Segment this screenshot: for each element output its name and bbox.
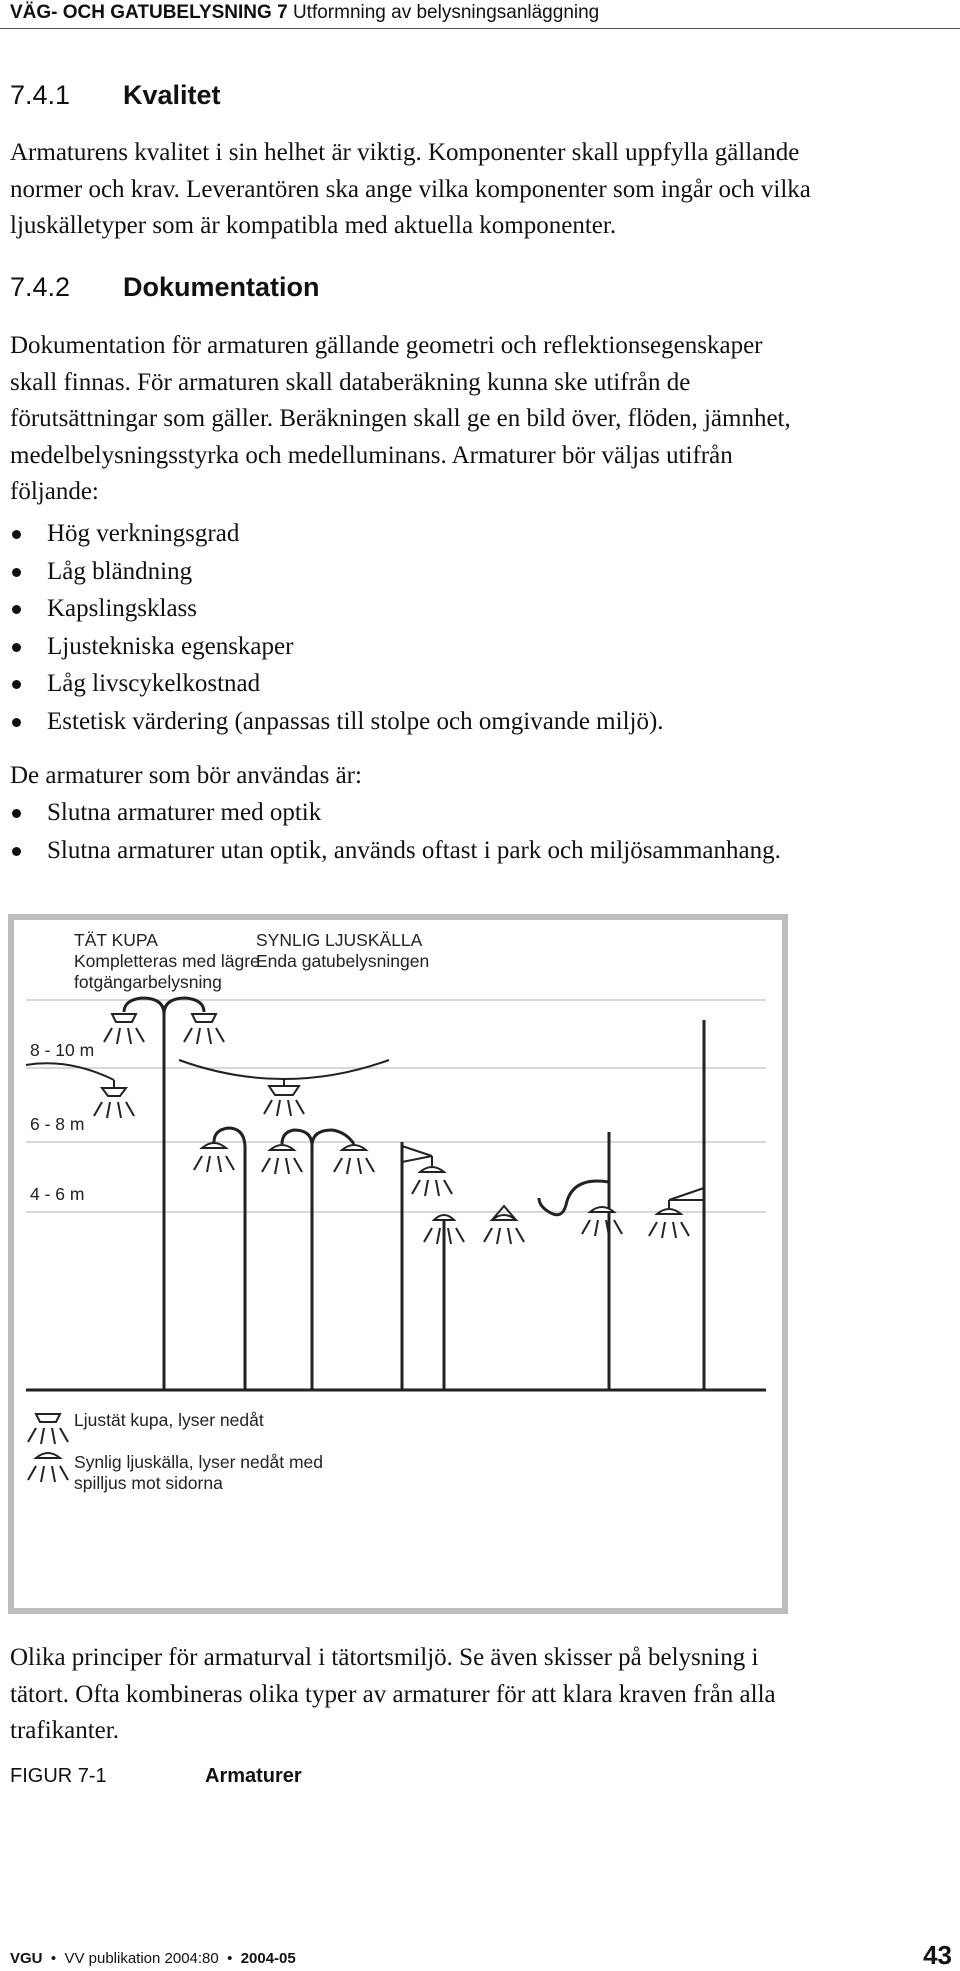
pole-double-arm-dense-dome (104, 998, 224, 1390)
wall-bracket-luminaire (649, 1020, 704, 1390)
suspended-luminaire-left (94, 1080, 134, 1118)
page-number: 43 (923, 1940, 952, 1970)
text-line: ljuskälletyper som är kompatibla med aktuella komponenter. (10, 212, 617, 239)
bullet-icon (12, 718, 21, 727)
figure-right-subheading: Enda gatubelysningen (256, 951, 430, 971)
section-title: Kvalitet (123, 80, 221, 110)
list-item: Låg bländning (10, 553, 955, 591)
section-number: 7.4.1 (10, 80, 71, 110)
pole-double-arm-visible-source (262, 1130, 374, 1390)
luminaire-illustration (14, 920, 782, 1608)
text-line: tätort. Ofta kombineras olika typer av armaturer för att klara kraven från alla (10, 1680, 776, 1708)
text-line: medelbelysningsstyrka och medelluminans. Armaturer bör väljas utifrån (10, 441, 733, 469)
list-item: Ljustekniska egenskaper (10, 628, 955, 666)
legend-visible-source-label: spilljus mot sidorna (74, 1473, 223, 1493)
list-item: Hög verkningsgrad (10, 515, 955, 553)
list-item: Estetisk värdering (anpassas till stolpe och omgivande miljö). (10, 703, 955, 741)
footer-separator: • (222, 1950, 237, 1967)
list-item: Slutna armaturer med optik (10, 794, 955, 832)
footer-org: VGU (10, 1950, 43, 1967)
catenary-wire-middle (179, 1060, 389, 1079)
list-item: Slutna armaturer utan optik, används oftast i park och miljösammanhang. (10, 832, 955, 870)
list-item: Kapslingsklass (10, 590, 955, 628)
catenary-wire-left (26, 1063, 114, 1080)
header-chapter: VÄG- OCH GATUBELYSNING 7 (10, 2, 288, 23)
suspended-luminaire-middle (264, 1078, 304, 1116)
bullet-icon (12, 809, 21, 818)
section-heading-kvalitet (10, 80, 221, 111)
figure-caption (10, 1640, 955, 1750)
figure-title: Armaturer (205, 1765, 302, 1787)
section-number: 7.4.2 (10, 272, 71, 302)
footer-publication: VV publikation 2004:80 (64, 1950, 219, 1967)
running-header (10, 2, 599, 24)
text-line: förutsättningar som gäller. Beräkningen skall ge en bild över, flöden, jämnhet, (10, 405, 791, 432)
paragraph-kvalitet (10, 135, 955, 245)
types-intro: De armaturer som bör användas är: (10, 762, 362, 789)
bullet-icon (12, 643, 21, 652)
criteria-list (10, 515, 955, 740)
header-divider (0, 28, 960, 29)
pole-park-visible-source (424, 1215, 464, 1390)
text-line: följande: (10, 478, 99, 505)
figure-left-subheading: fotgängarbelysning (74, 972, 222, 992)
figure-luminaires (8, 914, 788, 1614)
text-line: normer och krav. Leverantören ska ange vilka komponenter som ingår och vilka (10, 175, 811, 203)
text-line: trafikanter. (10, 1717, 119, 1744)
list-item: Låg livscykelkostnad (10, 665, 955, 703)
pole-single-arm-visible-source (194, 1128, 245, 1390)
legend-dense-dome-icon (28, 1414, 68, 1444)
swan-neck-luminaire (484, 1132, 622, 1390)
figure-left-subheading: Kompletteras med lägre (74, 951, 260, 971)
bullet-icon (12, 605, 21, 614)
height-label-4-6m: 4 - 6 m (30, 1184, 85, 1204)
text-line: Olika principer för armaturval i tätortsmiljö. Se även skisser på belysning i (10, 1644, 759, 1671)
footer-date: 2004-05 (240, 1950, 296, 1967)
page-footer (10, 1950, 296, 1967)
paragraph-dokumentation (10, 328, 955, 511)
bullet-icon (12, 568, 21, 577)
figure-right-heading: SYNLIG LJUSKÄLLA (256, 930, 423, 950)
section-title: Dokumentation (123, 272, 320, 302)
legend-dense-dome-label: Ljustät kupa, lyser nedåt (74, 1410, 264, 1430)
section-heading-dokumentation (10, 272, 320, 303)
text-line: Dokumentation för armaturen gällande geometri och reflektionsegenskaper (10, 332, 763, 359)
height-label-8-10m: 8 - 10 m (30, 1040, 95, 1060)
text-line: skall finnas. För armaturen skall databeräkning kunna ske utifrån de (10, 368, 691, 396)
legend-visible-source-label: Synlig ljuskälla, lyser nedåt med (74, 1452, 324, 1472)
height-label-6-8m: 6 - 8 m (30, 1114, 85, 1134)
figure-number: FIGUR 7-1 (10, 1765, 107, 1787)
bullet-icon (12, 530, 21, 539)
luminaire-types-list (10, 794, 955, 869)
bullet-icon (12, 847, 21, 856)
header-subtitle: Utformning av belysningsanläggning (292, 2, 600, 23)
figure-left-heading: TÄT KUPA (74, 930, 158, 950)
legend-visible-source-icon (28, 1453, 68, 1482)
bullet-icon (12, 680, 21, 689)
footer-separator: • (46, 1950, 61, 1967)
text-line: Armaturens kvalitet i sin helhet är viktig. Komponenter skall uppfylla gällande (10, 139, 800, 166)
